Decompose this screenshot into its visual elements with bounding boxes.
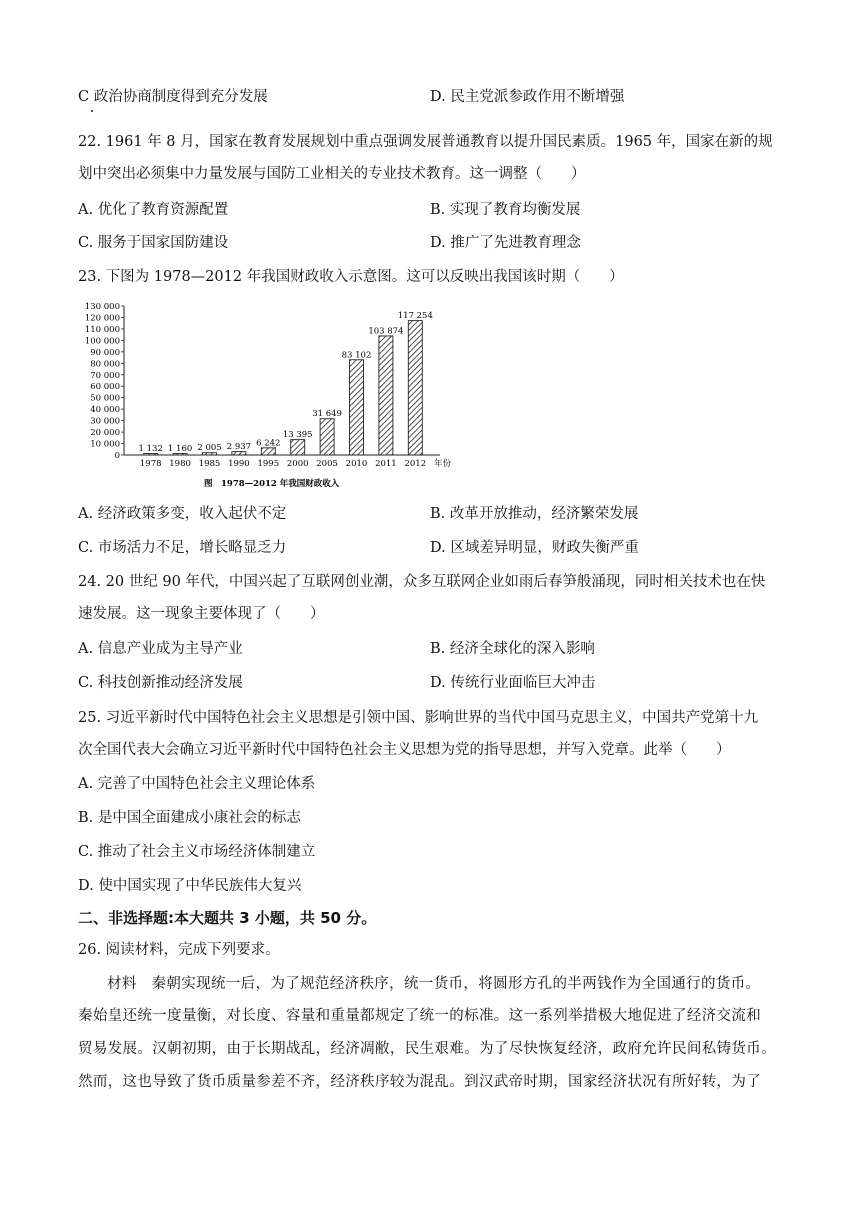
- q23-option-d: D. 区域差异明显，财政失衡严重: [430, 540, 639, 556]
- bar-value-label: 2 937: [226, 442, 252, 453]
- q22-stem-line1: 22. 1961 年 8 月，国家在教育发展规划中重点强调发展普通教育以提升国民素质。1965 年，国家在新的规: [78, 134, 773, 150]
- bar-2000: [291, 440, 305, 455]
- x-tick-label: 2010: [345, 459, 368, 469]
- q25-stem-line2: 次全国代表大会确立习近平新时代中国特色社会主义思想为党的指导思想，并写入党章。此举（ ）: [78, 742, 731, 758]
- y-tick-label: 90 000: [90, 347, 120, 358]
- bar-value-label: 31 649: [312, 409, 342, 420]
- bar-value-label: 2 005: [197, 443, 222, 454]
- stray-dot: [91, 110, 93, 112]
- q23-option-c: C. 市场活力不足，增长略显乏力: [78, 540, 287, 556]
- y-tick-label: 40 000: [90, 405, 120, 416]
- q25-option-a: A. 完善了中国特色社会主义理论体系: [78, 776, 316, 792]
- fiscal-revenue-bar-chart: [84, 298, 474, 494]
- q23-option-a: A. 经济政策多变，收入起伏不定: [78, 506, 287, 522]
- bar-2010: [350, 360, 364, 455]
- x-tick-label: 1990: [228, 459, 250, 469]
- x-tick-label: 1980: [169, 459, 191, 469]
- y-tick-label: 100 000: [84, 336, 120, 347]
- x-tick-label: 2011: [375, 459, 397, 469]
- bar-value-label: 117 254: [397, 311, 433, 322]
- q22-option-a: A. 优化了教育资源配置: [78, 202, 229, 218]
- x-tick-label: 1985: [198, 459, 221, 469]
- y-tick-label: 20 000: [90, 428, 120, 439]
- y-tick-label: 120 000: [84, 313, 120, 324]
- q22-option-d: D. 推广了先进教育理念: [430, 235, 581, 251]
- q23-option-b: B. 改革开放推动，经济繁荣发展: [430, 506, 639, 522]
- bar-1995: [261, 448, 275, 455]
- q21-option-c: C 政治协商制度得到充分发展: [78, 89, 268, 105]
- bar-value-label: 1 132: [138, 444, 163, 454]
- x-axis-label: 年份: [434, 459, 452, 469]
- y-tick-label: 10 000: [90, 439, 120, 450]
- x-tick-label: 2000: [286, 459, 309, 469]
- section-2-heading: 二、非选择题:本大题共 3 小题，共 50 分。: [78, 909, 377, 927]
- q22-stem-line2: 划中突出必须集中力量发展与国防工业相关的专业技术教育。这一调整（ ）: [78, 166, 586, 182]
- material-line1: 材料 秦朝实现统一后，为了规范经济秩序，统一货币，将圆形方孔的半两钱作为全国通行的货币。: [107, 976, 761, 992]
- q22-option-c: C. 服务于国家国防建设: [78, 235, 229, 251]
- x-tick-label: 1995: [257, 459, 280, 469]
- q24-option-c: C. 科技创新推动经济发展: [78, 675, 243, 691]
- q24-stem-line2: 速发展。这一现象主要体现了（ ）: [78, 606, 325, 622]
- y-tick-label: 80 000: [90, 359, 120, 370]
- material-line3: 贸易发展。汉朝初期，由于长期战乱，经济凋敝，民生艰难。为了尽快恢复经济，政府允许民间私铸货币。: [78, 1041, 776, 1057]
- x-tick-label: 1978: [139, 459, 162, 469]
- bar-2011: [379, 336, 393, 455]
- y-tick-label: 30 000: [90, 416, 120, 427]
- q25-option-b: B. 是中国全面建成小康社会的标志: [78, 810, 301, 826]
- bar-value-label: 13 395: [282, 430, 313, 441]
- material-line2: 秦始皇还统一度量衡，对长度、容量和重量都规定了统一的标准。这一系列举措极大地促进了经济交流和: [78, 1008, 762, 1024]
- y-tick-label: 70 000: [90, 370, 120, 381]
- q24-option-b: B. 经济全球化的深入影响: [430, 641, 595, 657]
- bar-2005: [320, 419, 334, 455]
- q26-stem: 26. 阅读材料，完成下列要求。: [78, 942, 280, 958]
- y-tick-label: 50 000: [90, 393, 120, 404]
- q24-stem-line1: 24. 20 世纪 90 年代，中国兴起了互联网创业潮，众多互联网企业如雨后春笋般涌现，同时相关技术也在快: [78, 574, 766, 590]
- y-tick-label: 60 000: [90, 382, 120, 393]
- q22-option-b: B. 实现了教育均衡发展: [430, 202, 581, 218]
- x-tick-label: 2005: [316, 459, 338, 469]
- bar-value-label: 83 102: [341, 350, 372, 361]
- bar-value-label: 103 874: [368, 326, 404, 337]
- y-tick-label: 130 000: [84, 302, 120, 312]
- q24-option-a: A. 信息产业成为主导产业: [78, 641, 243, 657]
- y-tick-label: 110 000: [84, 324, 120, 335]
- q25-stem-line1: 25. 习近平新时代中国特色社会主义思想是引领中国、影响世界的当代中国马克思主义，中国共产党第十九: [78, 710, 759, 726]
- q25-option-c: C. 推动了社会主义市场经济体制建立: [78, 844, 316, 860]
- q23-stem: 23. 下图为 1978—2012 年我国财政收入示意图。这可以反映出我国该时期（ ）: [78, 269, 624, 285]
- bar-value-label: 1 160: [167, 444, 193, 454]
- bar-2012: [408, 321, 422, 455]
- x-tick-label: 2012: [404, 459, 427, 469]
- q25-option-d: D. 使中国实现了中华民族伟大复兴: [78, 878, 302, 894]
- q21-option-d: D. 民主党派参政作用不断增强: [430, 89, 625, 105]
- q24-option-d: D. 传统行业面临巨大冲击: [430, 675, 596, 691]
- material-line4: 然而，这也导致了货币质量参差不齐，经济秩序较为混乱。到汉武帝时期，国家经济状况有所好转，为了: [78, 1074, 762, 1090]
- chart-caption: 图 1978—2012 年我国财政收入: [204, 479, 340, 489]
- y-tick-label: 0: [114, 451, 120, 461]
- bar-value-label: 6 242: [256, 438, 281, 449]
